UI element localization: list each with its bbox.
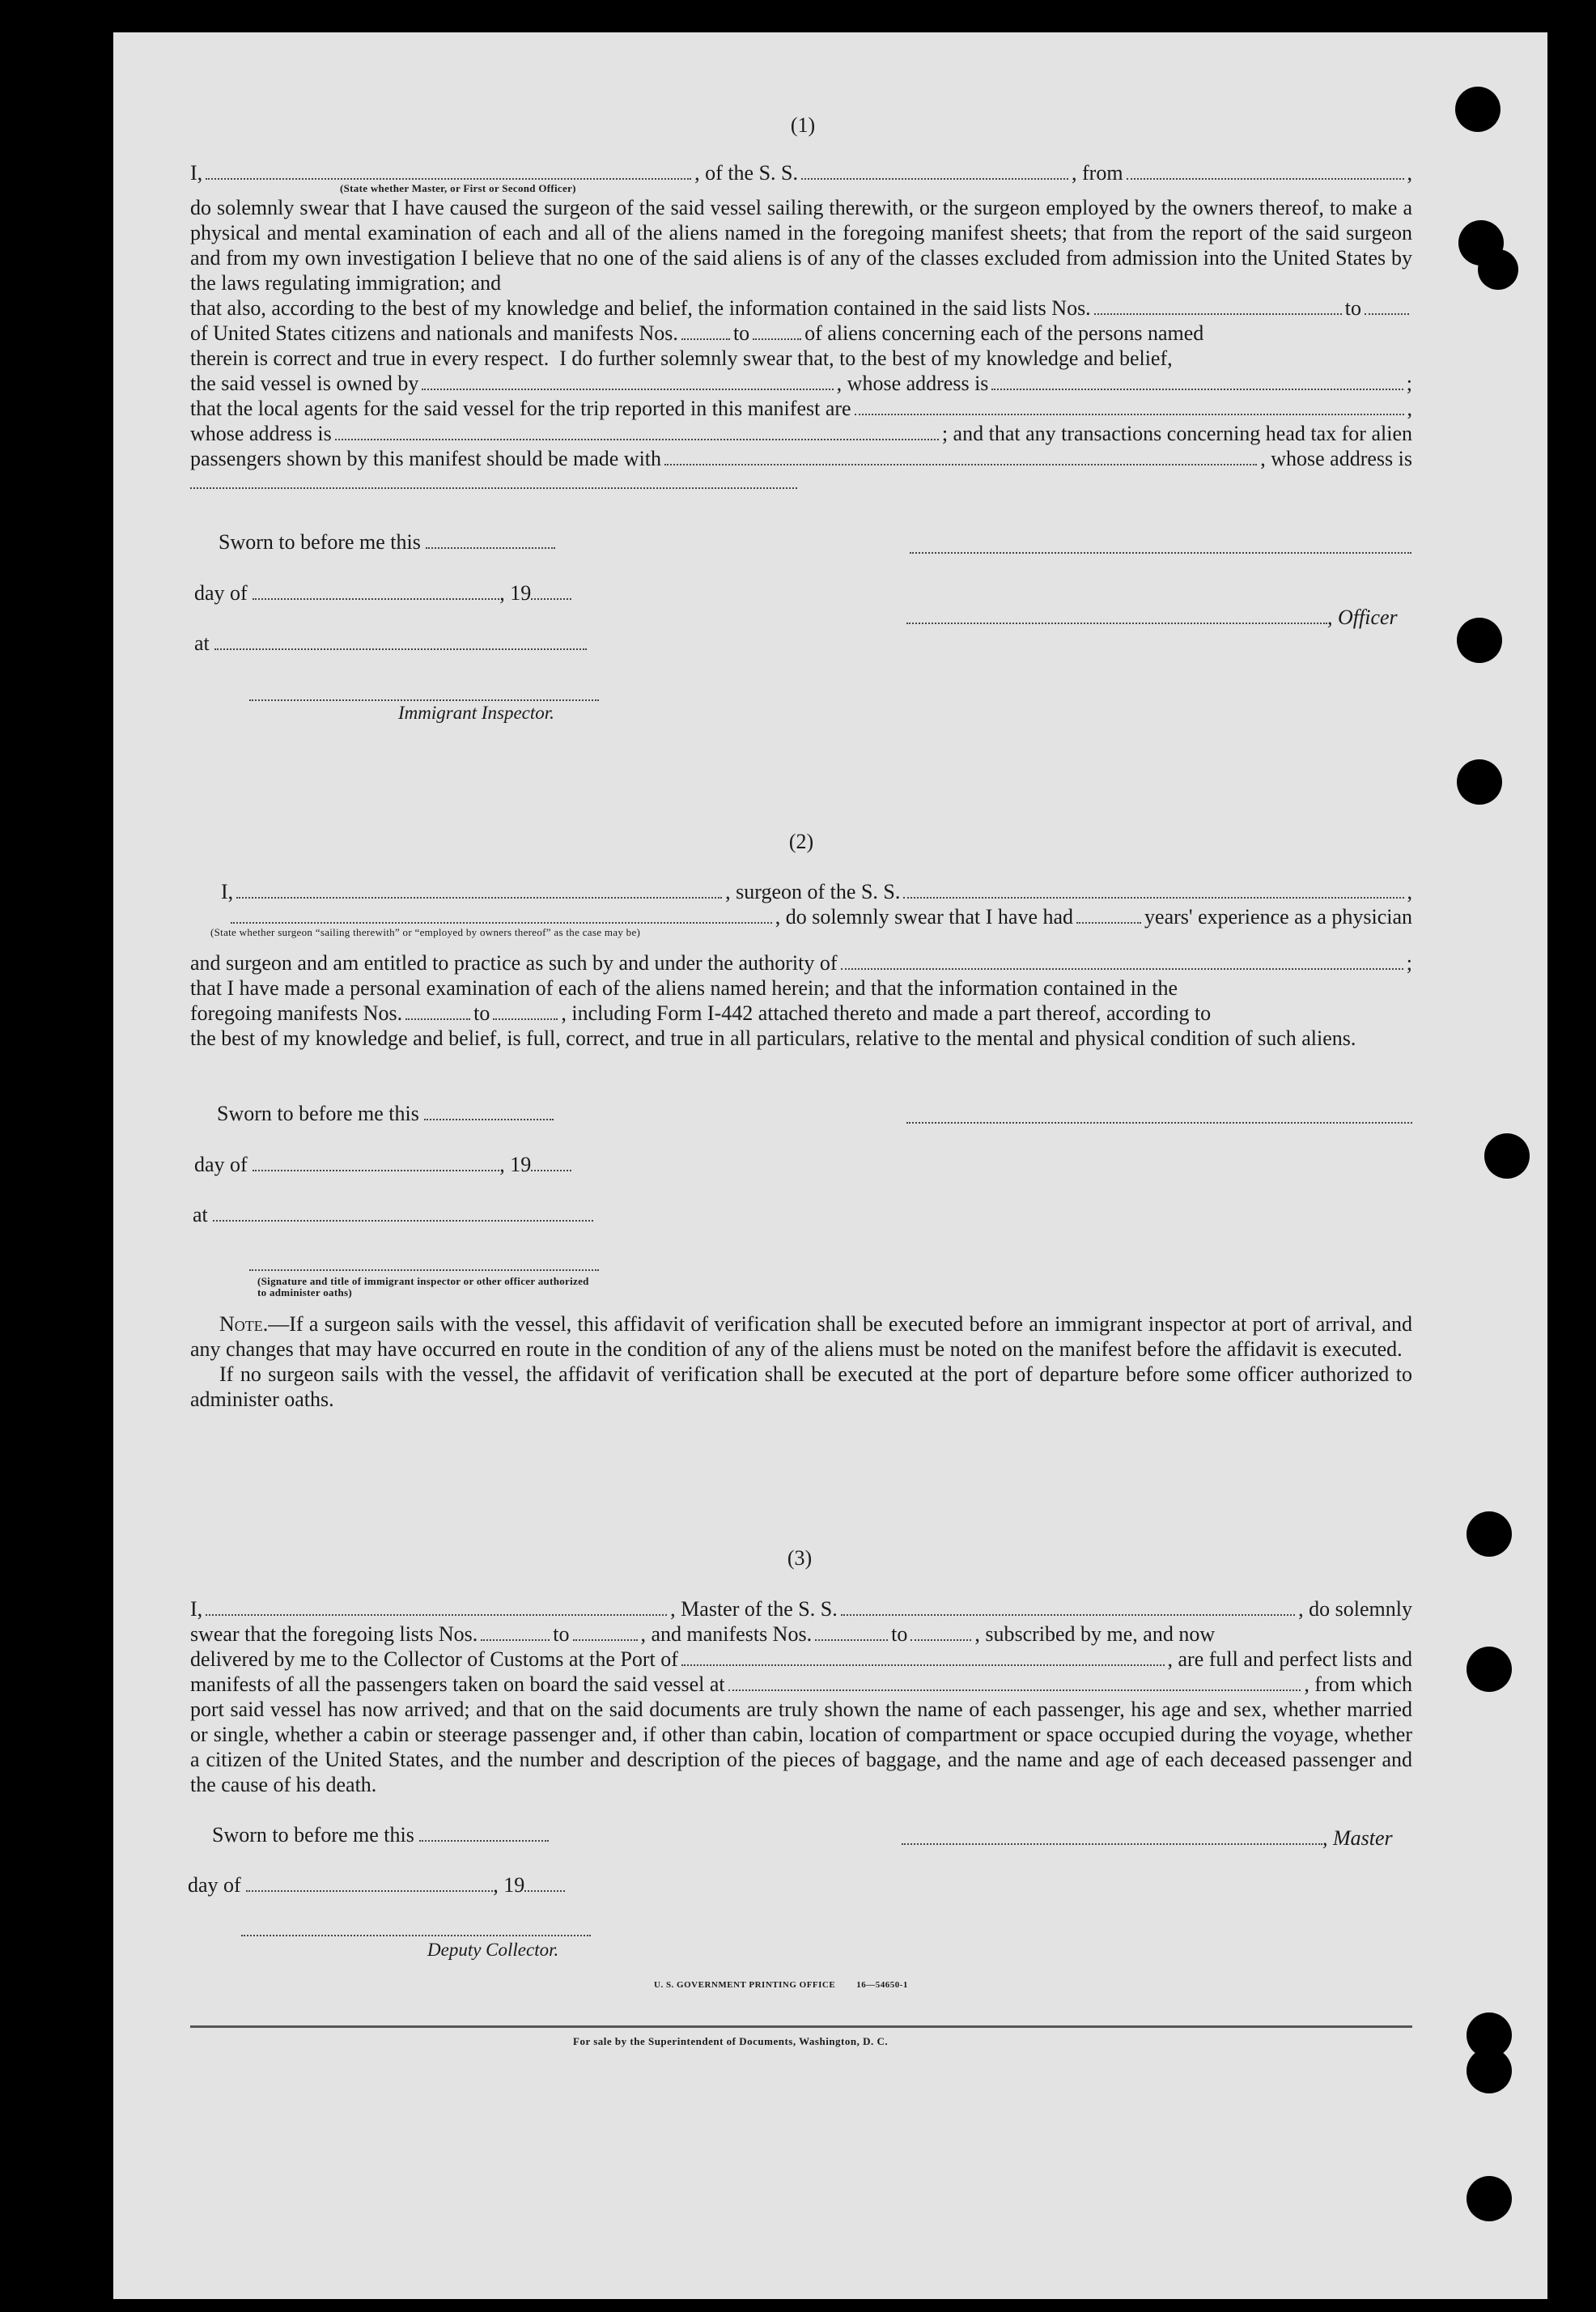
master-line: [190, 1596, 1412, 1621]
text: manifests of all the passengers taken on board the said vessel at: [190, 1672, 725, 1696]
text: to: [891, 1622, 908, 1646]
at-place-field[interactable]: [214, 634, 587, 650]
year-field-2[interactable]: [531, 1155, 571, 1171]
note-label: Note.: [219, 1312, 269, 1336]
section-1-number: (1): [790, 113, 816, 137]
text: to: [553, 1622, 570, 1646]
punch-hole: [1457, 759, 1502, 805]
surgeon-name-field[interactable]: [236, 881, 722, 899]
text: delivered by me to the Collector of Customs at the Port of: [190, 1647, 678, 1671]
text: , including Form I-442 attached thereto and made a part thereof, according to: [561, 1001, 1212, 1025]
collector-line: [190, 1647, 1412, 1672]
agents-address-field[interactable]: [335, 423, 939, 440]
officer-signature-line: [910, 552, 1411, 554]
head-tax-address-field[interactable]: [190, 471, 797, 489]
text: Sworn to before me this: [217, 1102, 419, 1125]
text: that I have made a personal examination of each of the aliens named herein; and that the information contained in the: [190, 976, 1178, 1000]
text: , from which: [1304, 1672, 1412, 1696]
text: Sworn to before me this: [212, 1823, 414, 1847]
agents-field[interactable]: [855, 397, 1404, 415]
surgeon-oath-line: [190, 879, 1412, 904]
master-name-field[interactable]: [206, 1598, 667, 1616]
lists-to-field[interactable]: [1365, 297, 1409, 315]
condition-paragraph: the best of my knowledge and belief, is full, correct, and true in all particulars, relative to the mental and physical condition of such aliens.: [190, 1026, 1356, 1050]
immigrant-inspector-label: Immigrant Inspector.: [398, 703, 554, 723]
surgeon-manifest-from-field[interactable]: [405, 1002, 470, 1020]
text: I,: [190, 161, 203, 185]
from-port-field[interactable]: [1127, 162, 1404, 180]
text: , do solemnly: [1298, 1597, 1412, 1621]
text: , 19: [493, 1873, 525, 1897]
deputy-signature-line: [241, 1935, 591, 1936]
section-2-number: (2): [788, 830, 814, 853]
lists-from-field[interactable]: [1094, 297, 1342, 315]
administering-officer-signature-line: [249, 1269, 599, 1271]
vessel-name-field[interactable]: [801, 162, 1068, 180]
text: I,: [221, 880, 234, 903]
footer-rule: [190, 2025, 1412, 2028]
text: , Officer: [1327, 606, 1398, 629]
agents-address-line: [190, 421, 1412, 446]
head-tax-contact-field[interactable]: [664, 448, 1257, 465]
note-block: [190, 1311, 1412, 1412]
text: that also, according to the best of my knowledge and belief, the information contained in the said lists Nos.: [190, 296, 1091, 320]
boarded-line: [190, 1672, 1412, 1697]
manifests-form-line: [190, 1001, 1412, 1026]
true-line: [190, 346, 1412, 371]
text: therein is correct and true in every respect. I do further solemnly swear that, to the best of my knowledge and belief,: [190, 346, 1173, 370]
day-of-line-2: [194, 1153, 571, 1177]
note-paragraph: [190, 1311, 1412, 1362]
sale-notice: For sale by the Superintendent of Documents, Washington, D. C.: [573, 2035, 889, 2047]
text: ; and that any transactions concerning head tax for alien: [941, 422, 1412, 445]
officer-caption: (State whether Master, or First or Second Officer): [340, 182, 576, 194]
authority-line: [190, 950, 1412, 975]
master-signature-field[interactable]: [902, 1829, 1322, 1845]
text: I,: [190, 1597, 203, 1621]
section-2-body: [190, 879, 1412, 1051]
text: , do solemnly swear that I have had: [775, 905, 1074, 929]
text: , subscribed by me, and now: [974, 1622, 1216, 1646]
text: to: [1344, 296, 1361, 320]
day-of-line-3: [188, 1873, 565, 1898]
head-tax-address-line: [190, 471, 1412, 489]
surgeon-manifest-to-field[interactable]: [493, 1002, 558, 1020]
surgeon-vessel-field[interactable]: [903, 881, 1403, 899]
owned-by-line: [190, 371, 1412, 396]
citizens-line: [190, 321, 1412, 346]
examination-line: [190, 975, 1412, 1001]
text: ;: [1406, 951, 1412, 975]
section-3-body: [190, 1596, 1412, 1797]
manifests-to-field[interactable]: [753, 322, 801, 340]
section-1-body: [190, 160, 1412, 489]
officer-title-field[interactable]: [906, 608, 1327, 624]
officer-title-line: [906, 606, 1398, 630]
inspector-signature-line: [249, 699, 599, 701]
text: , are full and perfect lists and: [1167, 1647, 1412, 1671]
gpo-imprint: U. S. GOVERNMENT PRINTING OFFICE 16—54650-1: [654, 1980, 908, 1990]
text: to: [732, 321, 750, 345]
text: , whose address is: [836, 372, 989, 395]
text: day of: [194, 1153, 248, 1176]
text: day of: [194, 581, 248, 605]
day-month-field-2[interactable]: [253, 1155, 499, 1171]
section-3-number: (3): [787, 1546, 813, 1570]
punch-hole: [1467, 2048, 1512, 2093]
years-field[interactable]: [1076, 906, 1141, 924]
text: and surgeon and am entitled to practice as such by and under the authority of: [190, 951, 838, 975]
punch-hole: [1467, 1511, 1512, 1557]
master-manifests-to-field[interactable]: [910, 1623, 971, 1641]
text: at: [193, 1203, 208, 1226]
text: , of the S. S.: [694, 161, 799, 185]
owner-address-field[interactable]: [991, 372, 1403, 390]
text: years' experience as a physician: [1144, 905, 1412, 929]
text: passengers shown by this manifest should be made with: [190, 447, 662, 470]
surgeon-signature-line: [906, 1122, 1412, 1124]
authority-field[interactable]: [841, 952, 1403, 970]
text: at: [194, 631, 210, 655]
year-field[interactable]: [531, 584, 571, 600]
sworn-day-field[interactable]: [426, 533, 555, 549]
agents-line: [190, 396, 1412, 421]
day-month-field-3[interactable]: [246, 1876, 493, 1892]
master-lists-from-field[interactable]: [481, 1623, 550, 1641]
master-signature-line: [902, 1826, 1393, 1851]
at-place-field-2[interactable]: [213, 1205, 593, 1222]
master-manifests-from-field[interactable]: [815, 1623, 888, 1641]
punch-hole: [1467, 2176, 1512, 2221]
at-line-1: [194, 631, 587, 656]
note-paragraph-2: If no surgeon sails with the vessel, the affidavit of verification shall be executed at the port of departure before some officer authorized to administer oaths.: [190, 1362, 1412, 1411]
sworn-line-2: [217, 1102, 554, 1126]
day-of-line-1: [194, 581, 571, 606]
documents-paragraph: port said vessel has now arrived; and that on the said documents are truly shown the name of each passenger, his age and sex, whether married or single, whether a cabin or steerage passenger and, if other than cabin, location of compartment or space occupied during the voyage, whether a citizen of the United States, and the number and description of the pieces of baggage, and the name and age of each deceased passenger and the cause of his death.: [190, 1698, 1412, 1796]
boarding-port-field[interactable]: [728, 1673, 1301, 1691]
text: that the local agents for the said vessel for the trip reported in this manifest are: [190, 397, 851, 420]
owner-field[interactable]: [422, 372, 833, 390]
text: to: [473, 1001, 490, 1025]
text: , from: [1072, 161, 1123, 185]
officer-name-field[interactable]: [206, 162, 691, 180]
text: ;: [1406, 372, 1412, 395]
text: Sworn to before me this: [219, 530, 421, 554]
manifests-from-field[interactable]: [681, 322, 730, 340]
at-line-2: [193, 1203, 593, 1227]
text: , 19: [499, 581, 532, 605]
text: whose address is: [190, 422, 332, 445]
punch-hole: [1467, 1647, 1512, 1692]
oath-paragraph: do solemnly swear that I have caused the surgeon of the said vessel sailing therewith, or the surgeon employed by the owners thereof, to make a physical and mental examination of each and all of the aliens named in the foregoing manifest sheets; that from the report of the said surgeon and from my own investigation I believe that no one of the said aliens is of any of the classes excluded from admission into the United States by the laws regulating immigration; and: [190, 196, 1412, 295]
text: ,: [1407, 397, 1412, 420]
text: , and manifests Nos.: [640, 1622, 813, 1646]
day-month-field[interactable]: [253, 584, 499, 600]
text: of United States citizens and nationals and manifests Nos.: [190, 321, 678, 345]
text: swear that the foregoing lists Nos.: [190, 1622, 478, 1646]
text: , Master of the S. S.: [670, 1597, 838, 1621]
surgeon-status-field[interactable]: [231, 906, 772, 924]
text: ,: [1407, 880, 1412, 903]
surgeon-caption: (State whether surgeon “sailing therewith” or “employed by owners thereof” as the case may be): [210, 926, 641, 938]
text: the said vessel is owned by: [190, 372, 419, 395]
port-field[interactable]: [681, 1648, 1165, 1666]
punch-hole: [1457, 618, 1502, 663]
deputy-collector-label: Deputy Collector.: [427, 1940, 559, 1960]
text: day of: [188, 1873, 241, 1897]
master-lists-to-field[interactable]: [573, 1623, 638, 1641]
lists-nos-line: [190, 295, 1412, 321]
year-field-3[interactable]: [524, 1876, 565, 1892]
note-text: —If a surgeon sails with the vessel, this affidavit of verification shall be executed before an immigrant inspector at port of arrival, and any changes that may have occurred en route in the condition of any of the aliens must be noted on the manifest before the affidavit is executed.: [190, 1312, 1412, 1361]
sworn-day-field-3[interactable]: [419, 1825, 549, 1842]
sworn-day-field-2[interactable]: [424, 1104, 554, 1120]
head-tax-line: [190, 446, 1412, 471]
text: ,: [1407, 161, 1412, 185]
text: , 19: [499, 1153, 532, 1176]
text: , whose address is: [1260, 447, 1412, 470]
punch-hole: [1455, 87, 1500, 132]
master-vessel-field[interactable]: [841, 1598, 1295, 1616]
punch-hole: [1478, 249, 1518, 290]
sworn-line-3: [212, 1823, 549, 1847]
punch-hole: [1484, 1133, 1530, 1179]
text: , surgeon of the S. S.: [725, 880, 901, 903]
text: , Master: [1322, 1826, 1393, 1850]
text: foregoing manifests Nos.: [190, 1001, 403, 1025]
text: of aliens concerning each of the persons named: [804, 321, 1204, 345]
sworn-line-1: [219, 530, 555, 555]
lists-manifests-line: [190, 1621, 1412, 1647]
administering-officer-caption: (Signature and title of immigrant inspector or other officer authorized to administer oaths): [257, 1275, 589, 1298]
